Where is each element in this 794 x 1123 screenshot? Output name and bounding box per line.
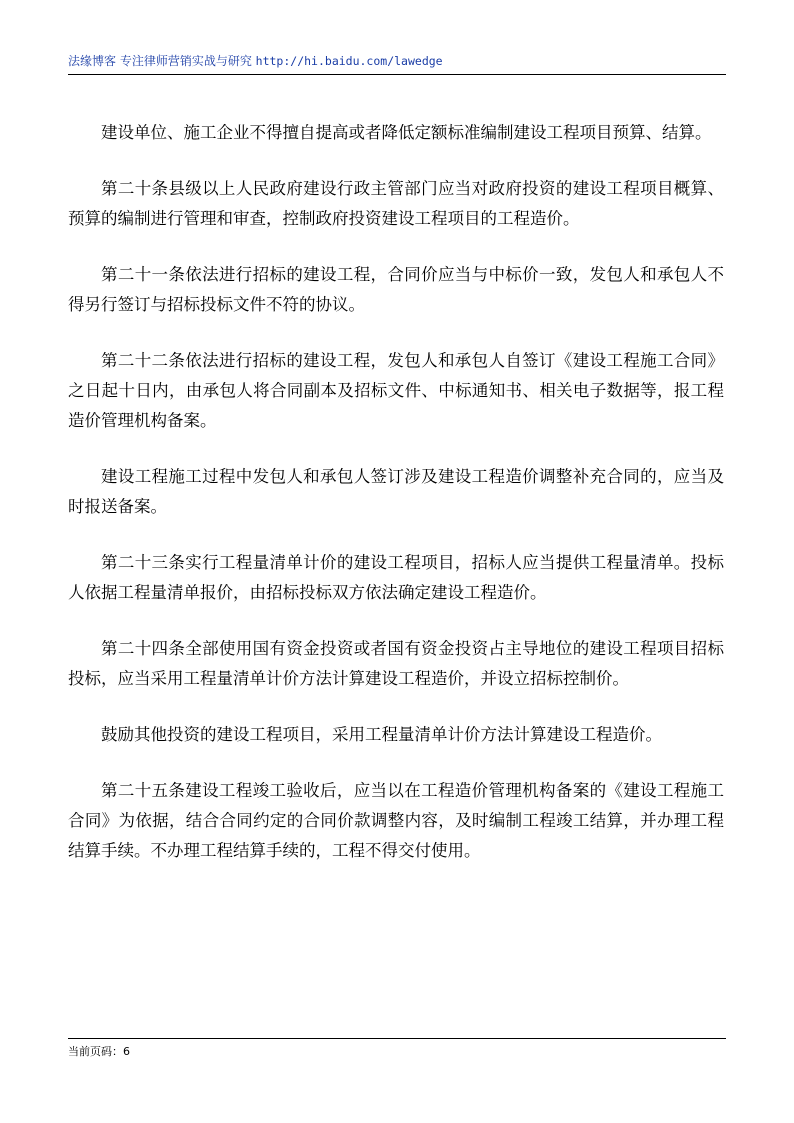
paragraph: 第二十四条全部使用国有资金投资或者国有资金投资占主导地位的建设工程项目招标投标，应当采用工程量清单计价方法计算建设工程造价，并设立招标控制价。 <box>68 639 724 688</box>
paragraph: 第二十三条实行工程量清单计价的建设工程项目，招标人应当提供工程量清单。投标人依据工程量清单报价，由招标投标双方依法确定建设工程造价。 <box>68 553 724 602</box>
page-header <box>68 52 726 75</box>
paragraph: 第二十五条建设工程竣工验收后，应当以在工程造价管理机构备案的《建设工程施工合同》为依据，结合合同约定的合同价款调整内容，及时编制工程竣工结算，并办理工程结算手续。不办理工程结算手续的，工程不得交付使用。 <box>68 781 724 860</box>
document-body <box>68 118 724 892</box>
header-site-title: 法缘博客 专注律师营销实战与研究 <box>68 54 252 68</box>
header-url-link[interactable]: http://hi.baidu.com/lawedge <box>255 54 443 68</box>
paragraph: 建设工程施工过程中发包人和承包人签订涉及建设工程造价调整补充合同的，应当及时报送备案。 <box>68 467 724 516</box>
paragraph: 第二十条县级以上人民政府建设行政主管部门应当对政府投资的建设工程项目概算、预算的编制进行管理和审查，控制政府投资建设工程项目的工程造价。 <box>68 179 724 228</box>
paragraph: 第二十一条依法进行招标的建设工程，合同价应当与中标价一致，发包人和承包人不得另行签订与招标投标文件不符的协议。 <box>68 265 724 314</box>
page-footer <box>68 1038 726 1059</box>
paragraph: 鼓励其他投资的建设工程项目，采用工程量清单计价方法计算建设工程造价。 <box>101 725 662 744</box>
paragraph: 建设单位、施工企业不得擅自提高或者降低定额标准编制建设工程项目预算、结算。 <box>101 123 712 142</box>
paragraph: 第二十二条依法进行招标的建设工程，发包人和承包人自签订《建设工程施工合同》之日起十日内，由承包人将合同副本及招标文件、中标通知书、相关电子数据等，报工程造价管理机构备案。 <box>68 351 724 430</box>
page-number: 当前页码：6 <box>68 1045 130 1058</box>
